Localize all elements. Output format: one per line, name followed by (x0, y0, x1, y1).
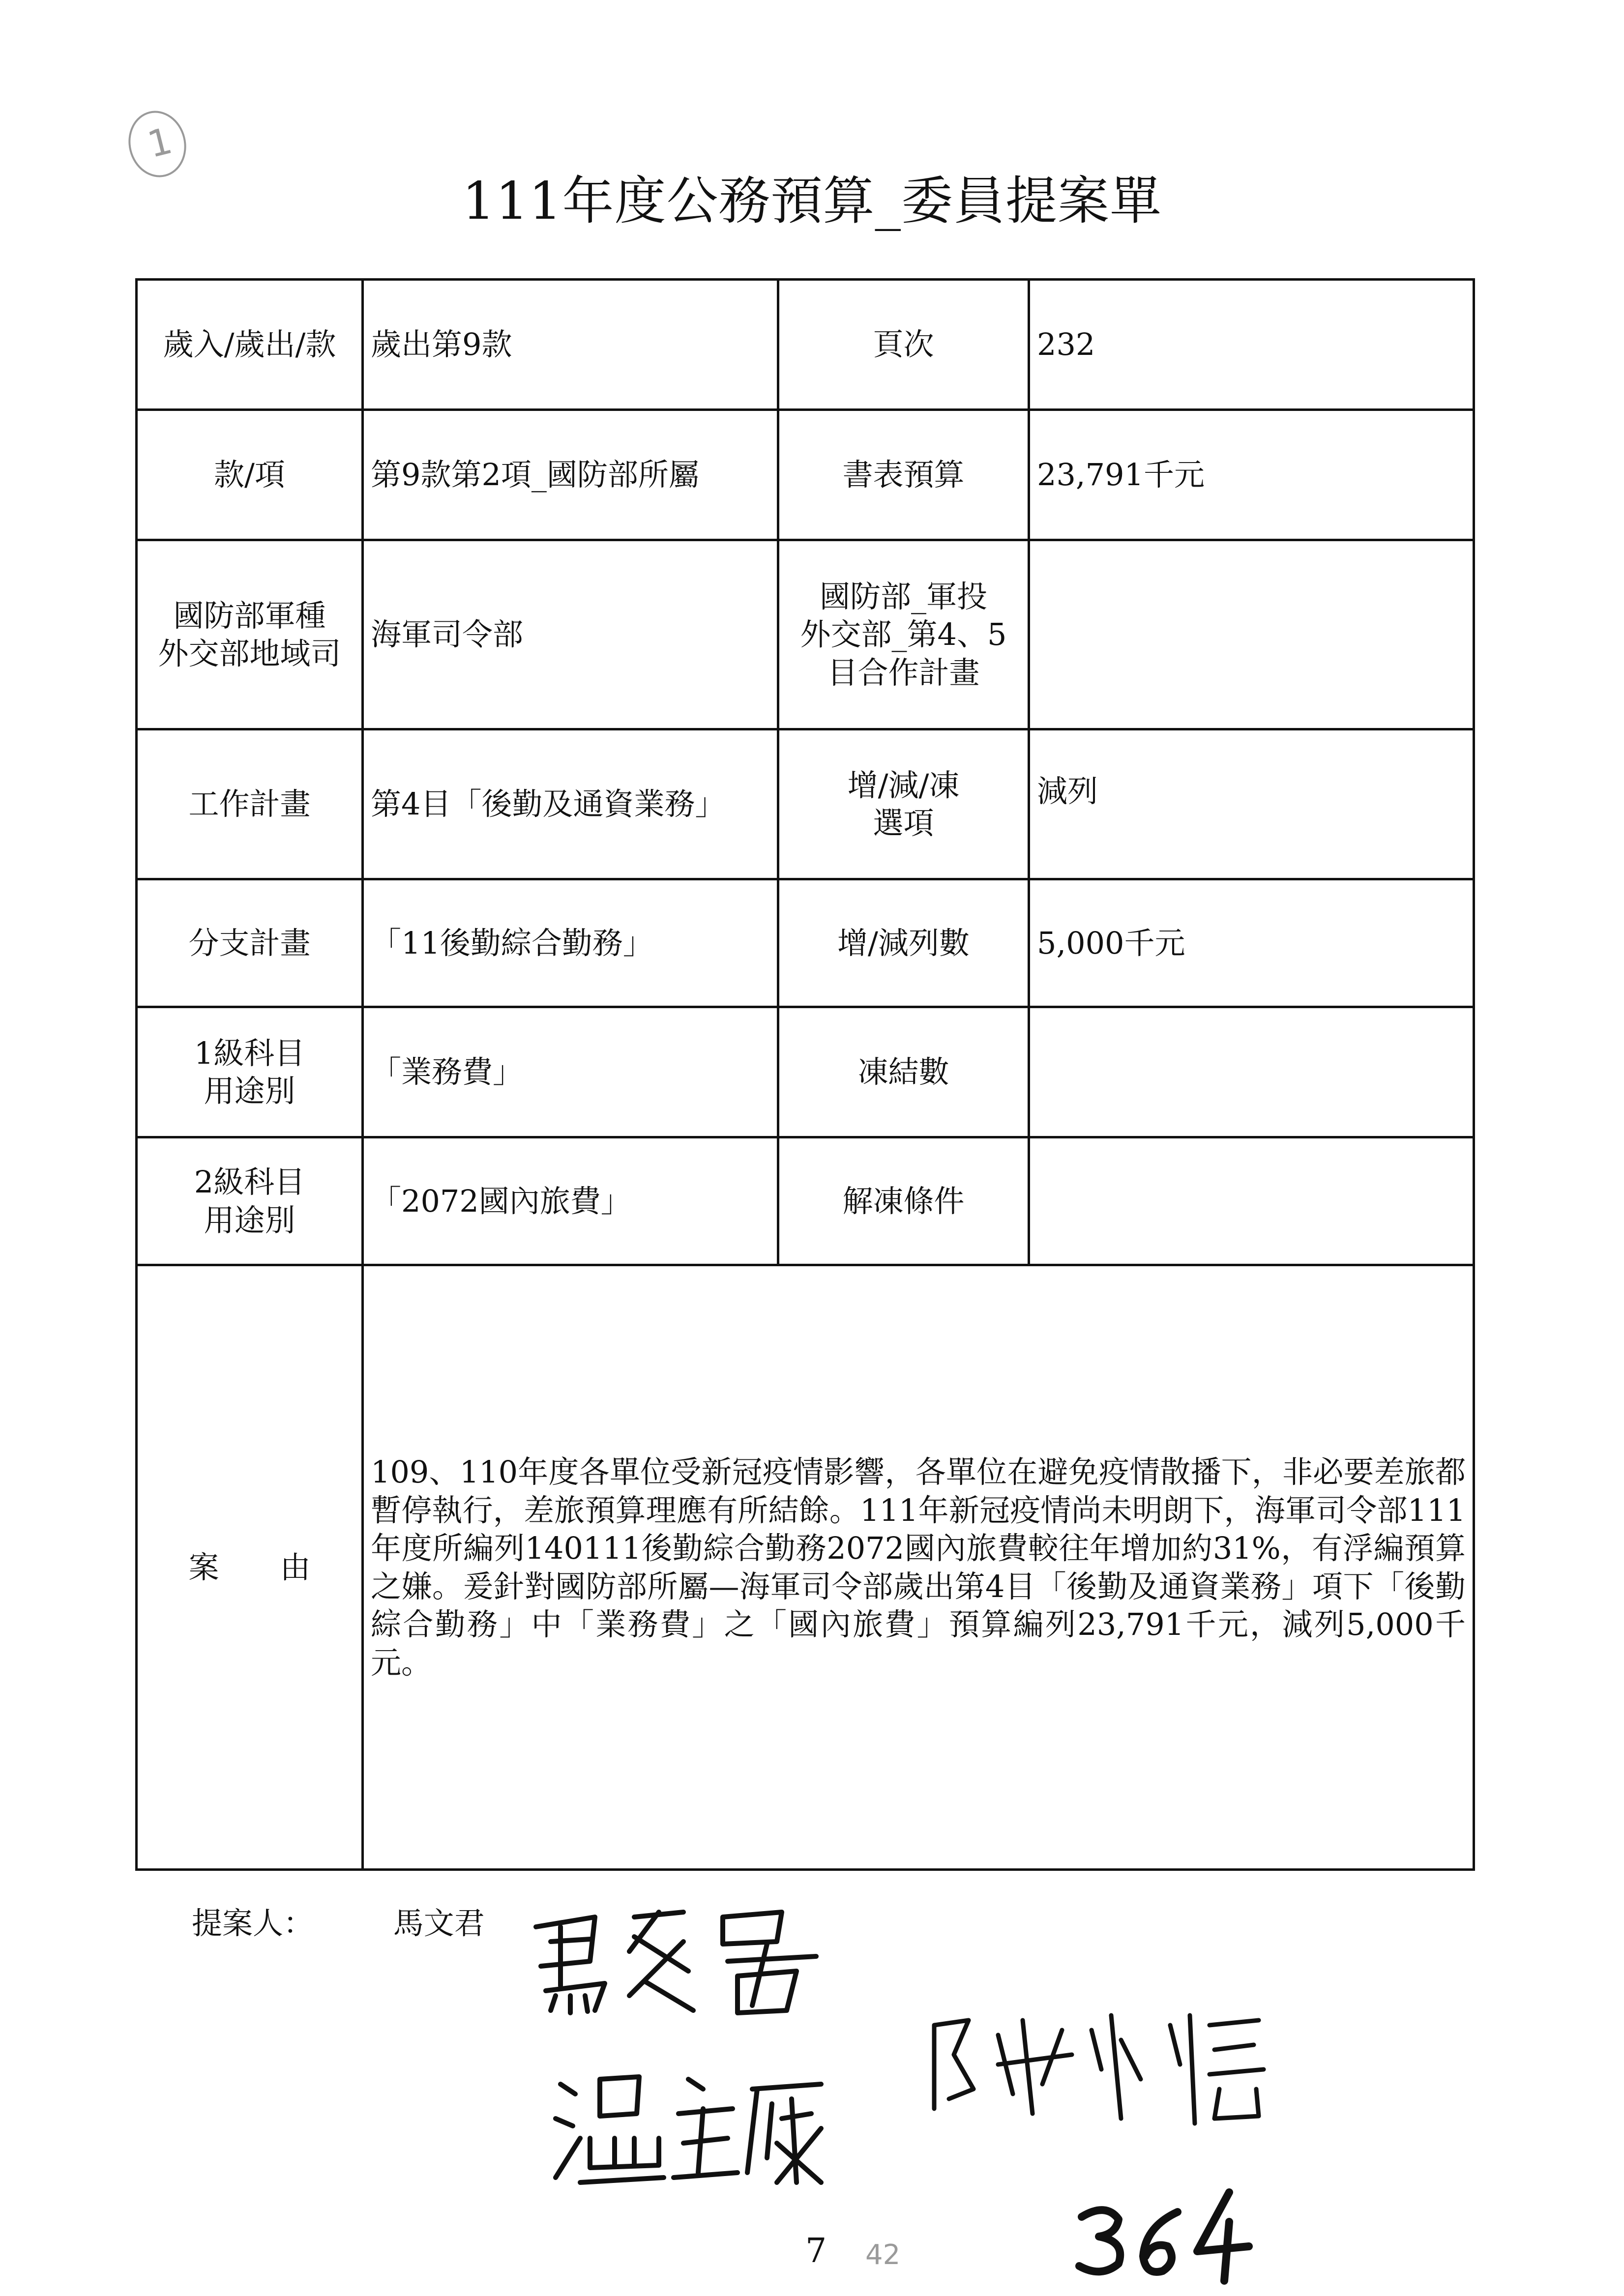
row-value: 232 (1029, 280, 1474, 410)
row-label: 頁次 (778, 280, 1029, 410)
row-value: 歲出第9款 (363, 280, 778, 410)
proposer-name: 馬文君 (393, 1905, 485, 1941)
reason-label: 案 由 (137, 1265, 363, 1870)
signature-3 (915, 1996, 1288, 2143)
row-label: 工作計畫 (137, 729, 363, 879)
row-value: 「業務費」 (363, 1007, 778, 1137)
row-label: 分支計畫 (137, 879, 363, 1007)
row-label: 歲入/歲出/款 (137, 280, 363, 410)
row-value: 第9款第2項_國防部所屬 (363, 410, 778, 540)
row-label: 國防部軍種 外交部地域司 (137, 540, 363, 729)
form-row (137, 1137, 1474, 1265)
reason-text: 109、110年度各單位受新冠疫情影響，各單位在避免疫情散播下，非必要差旅都暫停執行，差旅預算理應有所結餘。111年新冠疫情尚未明朗下，海軍司令部111年度所編列140111後勤綜合勤務2072國內旅費較往年增加約31%，有浮編預算之嫌。爰針對國防部所屬—海軍司令部歲出第4目「後勤及通資業務」項下「後勤綜合勤務」中「業務費」之「國內旅費」預算編列23,791千元，減列5,000千元。 (363, 1265, 1474, 1870)
row-value (1029, 1007, 1474, 1137)
row-label: 增/減列數 (778, 879, 1029, 1007)
form-row (137, 280, 1474, 410)
handwritten-number-364 (1072, 2178, 1259, 2286)
form-row (137, 879, 1474, 1007)
signature-2 (546, 2060, 851, 2197)
row-label: 國防部_軍投 外交部_第4、5 目合作計畫 (778, 540, 1029, 729)
row-value: 海軍司令部 (363, 540, 778, 729)
form-row (137, 729, 1474, 879)
row-value (1029, 1137, 1474, 1265)
row-value: 「2072國內旅費」 (363, 1137, 778, 1265)
row-label: 凍結數 (778, 1007, 1029, 1137)
row-label: 書表預算 (778, 410, 1029, 540)
circled-number: 1 (143, 119, 177, 167)
form-row (137, 1007, 1474, 1137)
row-value: 減列 (1029, 729, 1474, 879)
row-label: 1級科目 用途別 (137, 1007, 363, 1137)
proposer-label: 提案人： (192, 1905, 314, 1941)
page-title: 111年度公務預算_委員提案單 (462, 171, 1162, 231)
row-value: 5,000千元 (1029, 879, 1474, 1007)
proposer-line (192, 1899, 485, 1943)
row-value: 第4目「後勤及通資業務」 (363, 729, 778, 879)
row-label: 增/減/凍 選項 (778, 729, 1029, 879)
form-row (137, 540, 1474, 729)
page-number: 7 (805, 2232, 827, 2270)
row-value: 23,791千元 (1029, 410, 1474, 540)
row-value: 「11後勤綜合勤務」 (363, 879, 778, 1007)
row-label: 2級科目 用途別 (137, 1137, 363, 1265)
proposal-form-table (135, 278, 1475, 1871)
signature-1 (521, 1897, 836, 2025)
row-value (1029, 540, 1474, 729)
row-label: 解凍條件 (778, 1137, 1029, 1265)
row-label: 款/項 (137, 410, 363, 540)
handwritten-page-number: 42 (865, 2239, 901, 2271)
reason-row (137, 1265, 1474, 1870)
form-row (137, 410, 1474, 540)
